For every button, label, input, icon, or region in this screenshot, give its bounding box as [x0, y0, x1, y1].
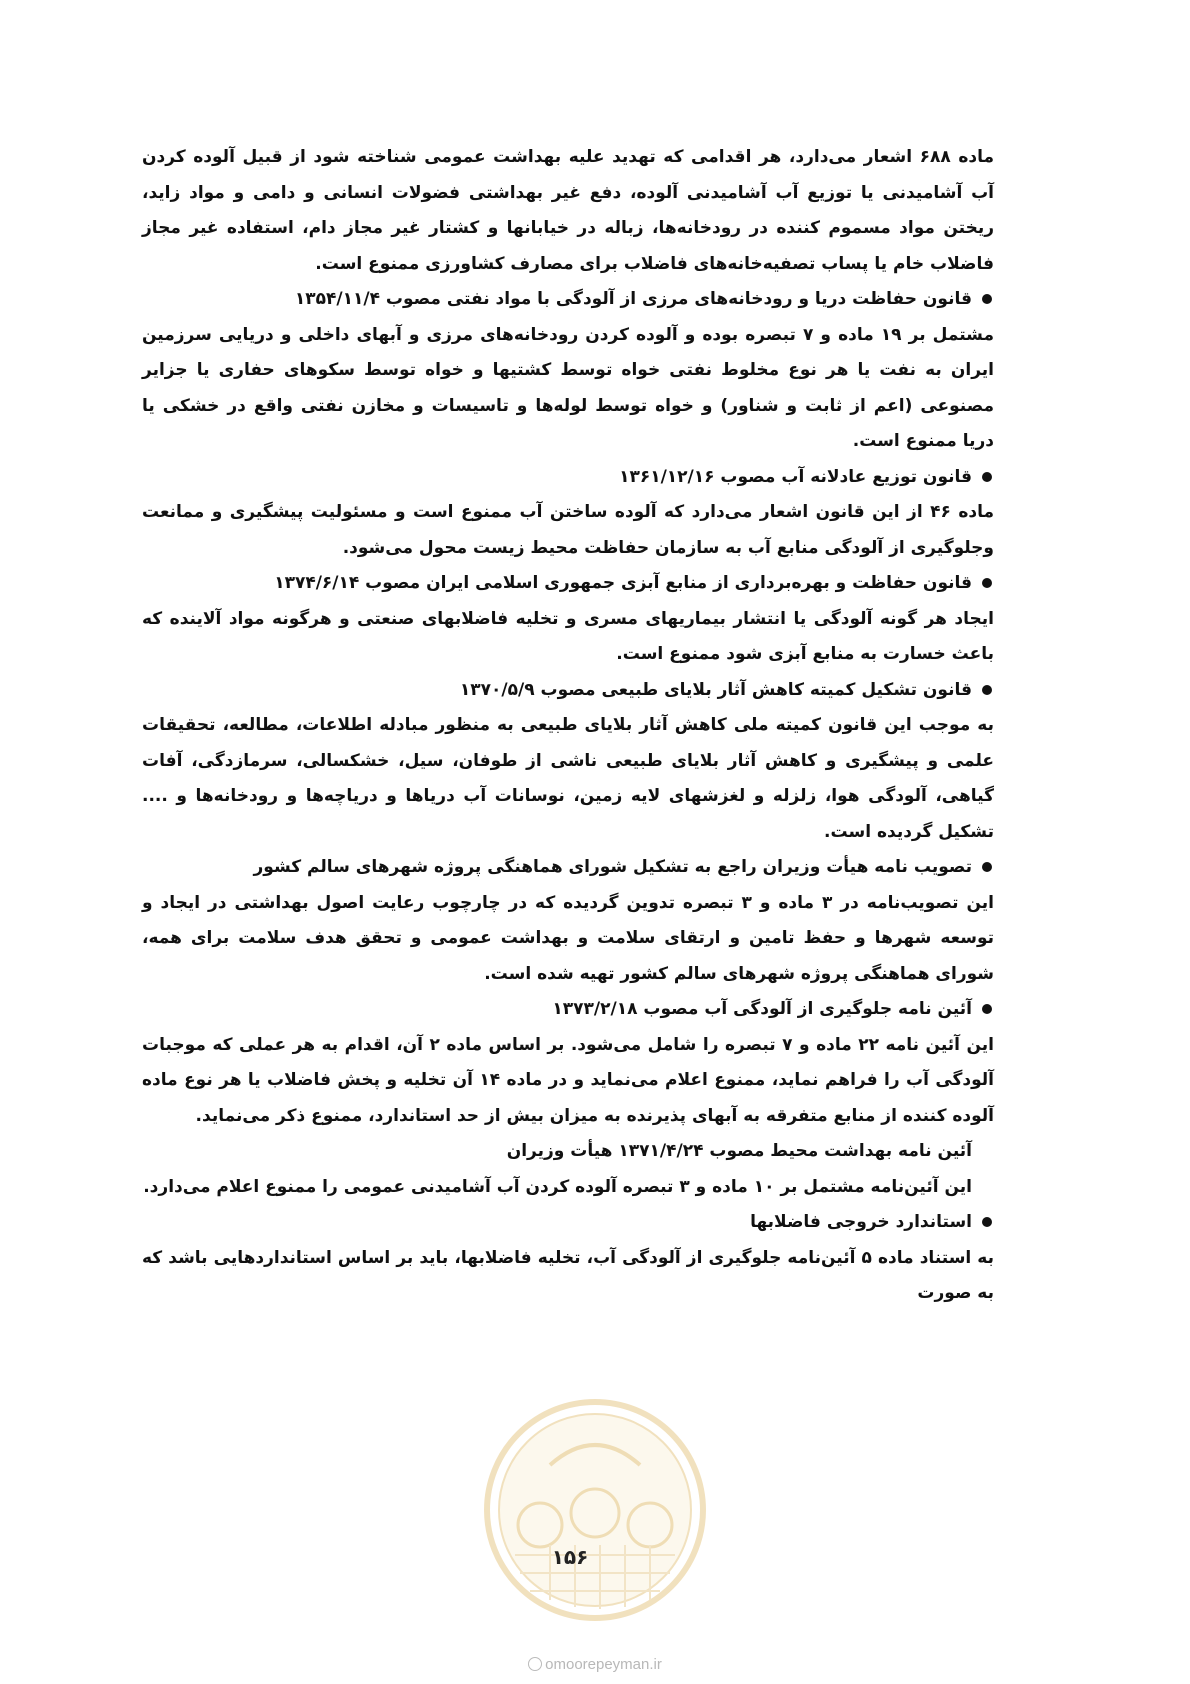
page-number: ۱۵۶	[551, 1545, 589, 1569]
law-heading-2: قانون توزیع عادلانه آب مصوب ۱۳۶۱/۱۲/۱۶	[142, 460, 994, 496]
globe-icon	[528, 1657, 542, 1671]
bullet-icon	[982, 578, 992, 588]
paragraph-9: به استناد ماده ۵ آئین‌نامه جلوگیری از آلودگی آب، تخلیه فاضلابها، باید بر اساس استانداردهایی باشد که به صورت	[142, 1247, 994, 1303]
paragraph-8: این آئین‌نامه مشتمل بر ۱۰ ماده و ۳ تبصره آلوده کردن آب آشامیدنی عمومی را ممنوع اعلام می‌دارد.	[143, 1176, 972, 1197]
paragraph-6: این تصویب‌نامه در ۳ ماده و ۳ تبصره تدوین گردیده که در چارچوب رعایت اصول بهداشتی در ایجاد و توسعه شهرها و حفظ تامین و ارتقای سلامت و بهداشت عمومی و تحقق هدف سلامت برای همه، شورای هماهنگی پروژه شهرهای سالم کشور تهیه شده است.	[142, 892, 994, 984]
seal-logo-icon	[480, 1395, 710, 1625]
website-footer: omoorepeyman.ir	[490, 1656, 700, 1673]
law-heading-4: قانون تشکیل کمیته کاهش آثار بلایای طبیعی مصوب ۱۳۷۰/۵/۹	[142, 673, 994, 709]
bullet-icon	[982, 1004, 992, 1014]
law-heading-1: قانون حفاظت دریا و رودخانه‌های مرزی از آلودگی با مواد نفتی مصوب ۱۳۵۴/۱۱/۴	[142, 282, 994, 318]
paragraph-1: ماده ۶۸۸ اشعار می‌دارد، هر اقدامی که تهدید علیه بهداشت عمومی شناخته شود از قبیل آلوده کردن آب آشامیدنی یا توزیع آب آشامیدنی آلوده، دفع غیر بهداشتی فضولات انسانی و دامی و مواد زاید، ریختن مواد مسموم کننده در رودخانه‌ها، زباله در خیابانها و کشتار غیر مجاز دام، استفاده غیر مجاز فاضلاب خام یا پساب تصفیه‌خانه‌های فاضلاب برای مصارف کشاورزی ممنوع است.	[142, 147, 994, 274]
body-text	[142, 140, 994, 1312]
law-heading-5: تصویب نامه هیأت وزیران راجع به تشکیل شورای هماهنگی پروژه شهرهای سالم کشور	[142, 850, 994, 886]
paragraph-5: به موجب این قانون کمیته ملی کاهش آثار بلایای طبیعی به منظور مبادله اطلاعات، مطالعه، تحقیقات علمی و پیشگیری و کاهش آثار بلایای طبیعی ناشی از طوفان، سیل، خشکسالی، سرمازدگی، آفات گیاهی، آلودگی هوا، زلزله و لغزشهای لایه زمین، نوسانات آب دریاها و دریاچه‌ها و رودخانه‌ها و .... تشکیل گردیده است.	[142, 715, 994, 842]
paragraph-2: مشتمل بر ۱۹ ماده و ۷ تبصره بوده و آلوده کردن رودخانه‌های مرزی و آبهای داخلی و دریایی سرزمین ایران به نفت یا هر نوع مخلوط نفتی خواه توسط کشتیها و خواه توسط سکوهای حفاری یا جزایر مصنوعی (اعم از ثابت و شناور) و خواه توسط لوله‌ها و تاسیسات و مخازن نفتی واقع در خشکی یا دریا ممنوع است.	[142, 324, 994, 451]
bullet-icon	[982, 294, 992, 304]
bullet-icon	[982, 862, 992, 872]
law-heading-7: استاندارد خروجی فاضلابها	[142, 1205, 994, 1241]
regulation-heading: آئین نامه بهداشت محیط مصوب ۱۳۷۱/۴/۲۴ هیأت وزیران	[506, 1141, 972, 1161]
paragraph-3: ماده ۴۶ از این قانون اشعار می‌دارد که آلوده ساختن آب ممنوع است و مسئولیت پیشگیری و ممانعت وجلوگیری از آلودگی منابع آب به سازمان حفاظت محیط زیست محول می‌شود.	[142, 502, 994, 558]
paragraph-4: ایجاد هر گونه آلودگی یا انتشار بیماریهای مسری و تخلیه فاضلابهای صنعتی و هرگونه مواد آلاینده که باعث خسارت به منابع آبزی شود ممنوع است.	[142, 608, 994, 664]
law-heading-3: قانون حفاظت و بهره‌برداری از منابع آبزی جمهوری اسلامی ایران مصوب ۱۳۷۴/۶/۱۴	[142, 566, 994, 602]
law-heading-6: آئین نامه جلوگیری از آلودگی آب مصوب ۱۳۷۳/۲/۱۸	[142, 992, 994, 1028]
paragraph-7: این آئین نامه ۲۲ ماده و ۷ تبصره را شامل می‌شود. بر اساس ماده ۲ آن، اقدام به هر عملی که موجبات آلودگی آب را فراهم نماید، ممنوع اعلام می‌نماید و در ماده ۱۴ آن تخلیه و پخش فاضلاب یا هر نوع ماده آلوده کننده از منابع متفرقه به آبهای پذیرنده به میزان بیش از حد استاندارد، ممنوع ذکر می‌نماید.	[142, 1034, 995, 1126]
bullet-icon	[982, 1217, 992, 1227]
bullet-icon	[982, 472, 992, 482]
bullet-icon	[982, 685, 992, 695]
